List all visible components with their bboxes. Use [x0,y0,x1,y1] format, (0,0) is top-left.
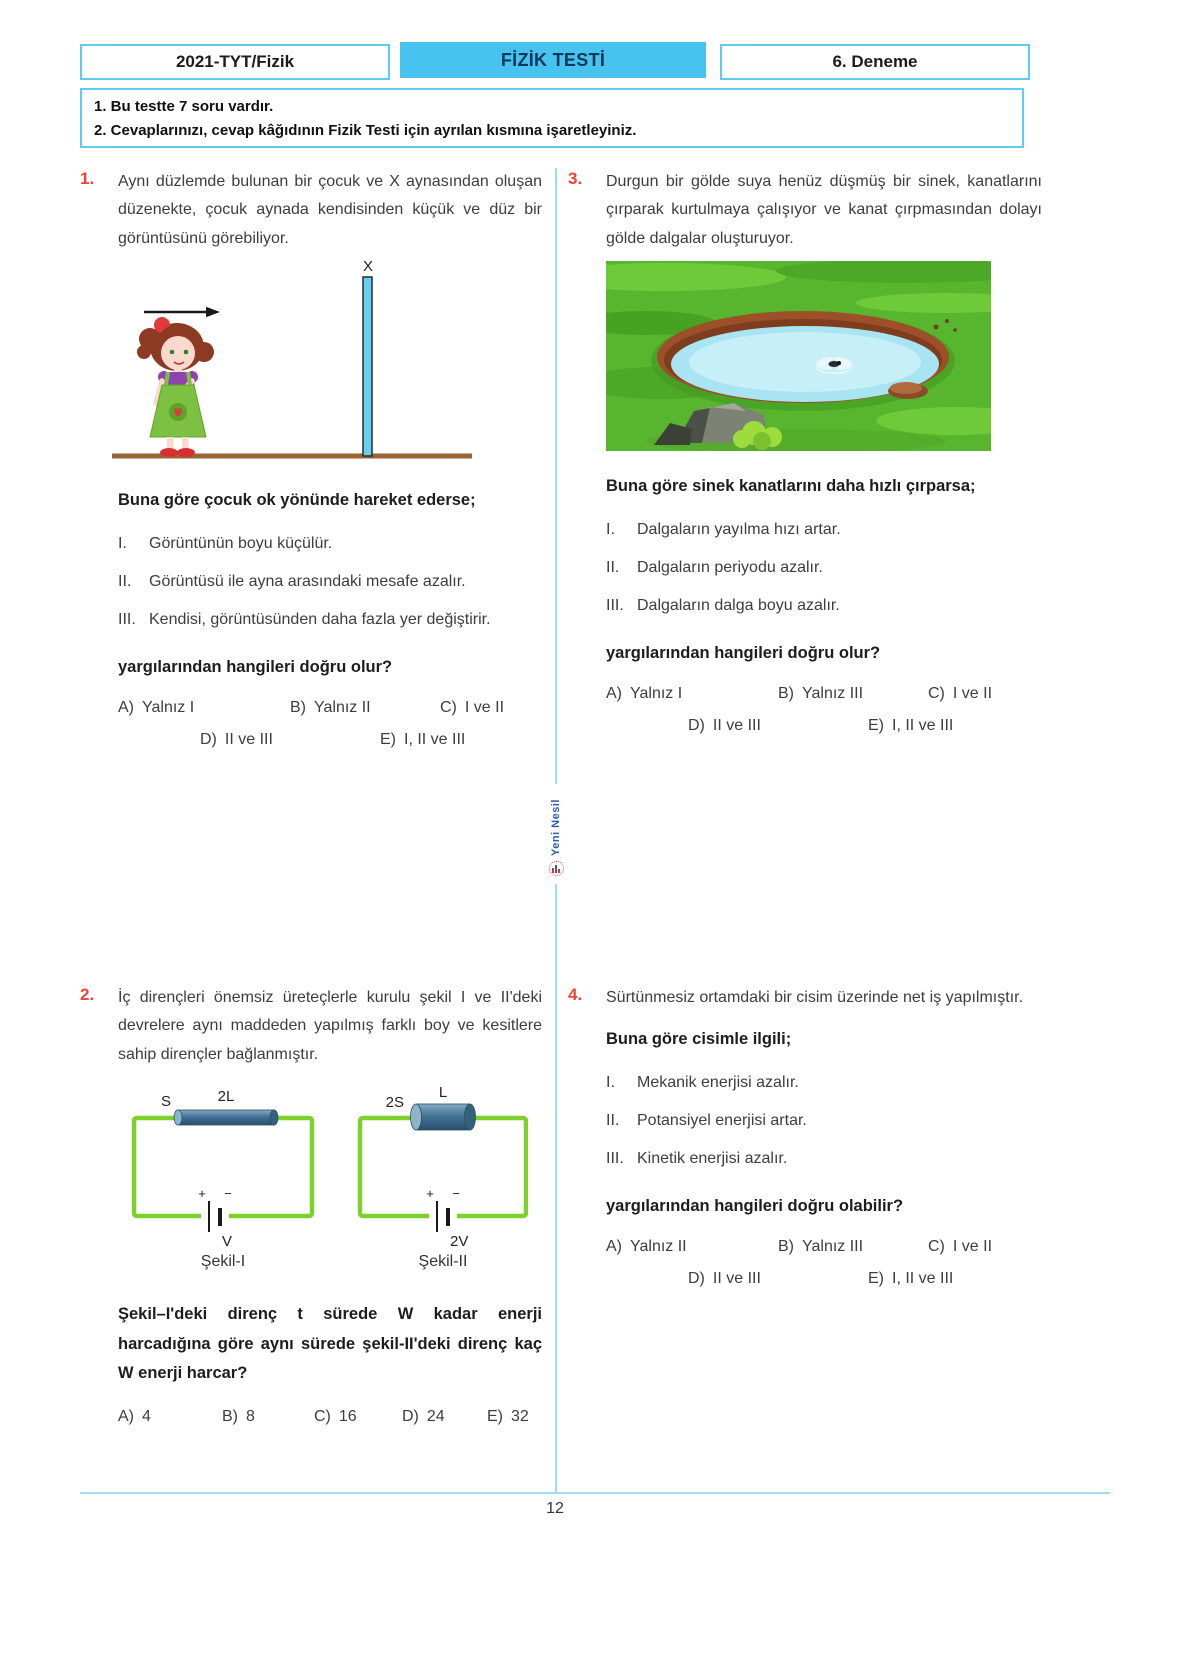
option-b: B) Yalnız III [778,1238,864,1256]
question-4-question: yargılarından hangileri doğru olabilir? [606,1197,904,1216]
brand-badge-icon [549,861,564,876]
statement-row: III. Dalgaların dalga boyu azalır. [606,597,840,615]
option-c: C) 16 [314,1408,357,1426]
battery-label: V [222,1233,233,1251]
question-4 [568,984,1042,1302]
exam-label: 6. Deneme [832,52,918,71]
instruction-line-2: 2. Cevaplarınızı, cevap kâğıdının Fizik Testi için ayrılan kısmına işaretleyiniz. [94,122,637,139]
question-1-figure [80,259,542,465]
question-3-number: 3. [568,169,583,188]
options-row [118,731,542,763]
option-c: C) I ve II [928,1238,993,1256]
option-b: B) Yalnız III [778,685,864,703]
question-2-number: 2. [80,985,95,1004]
girl-figure [137,317,214,457]
options-row [606,717,1042,749]
statement-row: II. Görüntüsü ile ayna arasındaki mesafe azalır. [118,573,466,591]
svg-text:−: − [452,1186,460,1202]
wire-area-label: 2S [385,1094,404,1112]
option-a: A) Yalnız I [118,699,195,717]
question-1 [80,168,542,763]
option-b: B) Yalnız II [290,699,371,717]
options-row [606,1238,1042,1270]
mirror-label: X [362,259,374,276]
options-row [606,685,1042,717]
question-2-question: Şekil–I'deki direnç t sürede W kadar enerji harcadığına göre aynı sürede şekil-II'deki direnç kaç W enerji harcar? [118,1305,542,1383]
circuit1-loop [134,1118,312,1216]
instructions-box [80,88,1024,148]
svg-text:+: + [426,1186,434,1202]
option-d: D) II ve III [200,731,273,749]
header-exam-box [720,44,1030,80]
circuit-2 [360,1085,526,1270]
mirror [363,277,372,456]
footer-divider [80,1492,1110,1494]
option-d: D) 24 [402,1408,445,1426]
instruction-line-1: 1. Bu testte 7 soru vardır. [94,98,274,115]
option-a: A) 4 [118,1408,151,1426]
question-2-text: İç dirençleri önemsiz üreteçlerle kurulu şekil I ve II'deki devrelere aynı maddeden yapılmış farklı boy ve kesitlere sahip dirençler bağlanmıştır. [118,989,542,1063]
option-e: E) 32 [487,1408,529,1426]
statement-row: I. Dalgaların yayılma hızı artar. [606,521,841,539]
question-2 [80,984,542,1440]
circuit-1 [134,1088,312,1270]
resistor-cylinder [174,1110,278,1125]
page-number: 12 [546,1500,564,1517]
brand-name: Yeni Nesil [550,799,562,856]
circuit2-loop [360,1118,526,1216]
question-4-number: 4. [568,985,583,1004]
question-2-figure [98,1085,528,1270]
resistor-length-label: 2L [217,1088,235,1106]
course-label: 2021-TYT/Fizik [175,52,295,71]
option-a: A) Yalnız II [606,1238,687,1256]
question-1-question: yargılarından hangileri doğru olur? [118,658,393,677]
statement-row: II. Potansiyel enerjisi artar. [606,1112,807,1130]
question-1-prompt: Buna göre çocuk ok yönünde hareket ederse; [118,491,476,510]
option-e: E) I, II ve III [868,717,954,735]
statement-row: III. Kinetik enerjisi azalır. [606,1150,788,1168]
header-test-title-box [400,42,706,78]
option-c: C) I ve II [440,699,505,717]
question-1-text: Aynı düzlemde bulunan bir çocuk ve X aynasından oluşan düzenekte, çocuk aynada kendisinden küçük ve düz bir görüntüsünü görebiliyor. [118,173,542,247]
test-title: FİZİK TESTİ [500,49,606,70]
question-3-prompt: Buna göre sinek kanatlarını daha hızlı çırparsa; [606,477,976,496]
motion-arrow-icon [144,307,220,317]
options-row [118,1408,542,1440]
question-3-question: yargılarından hangileri doğru olur? [606,644,881,663]
statement-row: II. Dalgaların periyodu azalır. [606,559,823,577]
statement-row: I. Görüntünün boyu küçülür. [118,535,333,553]
svg-text:−: − [224,1186,232,1202]
wire-area-label: S [160,1093,172,1111]
option-e: E) I, II ve III [380,731,466,749]
option-b: B) 8 [222,1408,255,1426]
options-row [118,699,542,731]
battery-label: 2V [450,1233,469,1251]
svg-text:+: + [198,1186,206,1202]
question-1-number: 1. [80,169,95,188]
option-d: D) II ve III [688,717,761,735]
option-e: E) I, II ve III [868,1270,954,1288]
figure-caption: Şekil-II [418,1253,468,1271]
resistor-cylinder [411,1104,476,1130]
question-3-figure [606,261,991,451]
resistor-length-label: L [438,1085,448,1102]
options-row [606,1270,1042,1302]
question-3-text: Durgun bir gölde suya henüz düşmüş bir sinek, kanatlarını çırparak kurtulmaya çalışıyor ve kanat çırpmasından dolayı gölde dalgalar oluşturuyor. [606,173,1042,247]
question-4-prompt: Buna göre cisimle ilgili; [606,1030,792,1049]
brand-logo [540,784,572,884]
option-a: A) Yalnız I [606,685,683,703]
battery-symbol [198,1186,232,1250]
figure-caption: Şekil-I [200,1253,246,1271]
question-4-text: Sürtünmesiz ortamdaki bir cisim üzerinde net iş yapılmıştır. [606,989,1024,1006]
statement-row: I. Mekanik enerjisi azalır. [606,1074,799,1092]
statement-row: III. Kendisi, görüntüsünden daha fazla yer değiştirir. [118,611,491,629]
question-3 [568,168,1042,749]
header-course-box [80,44,390,80]
option-c: C) I ve II [928,685,993,703]
option-d: D) II ve III [688,1270,761,1288]
